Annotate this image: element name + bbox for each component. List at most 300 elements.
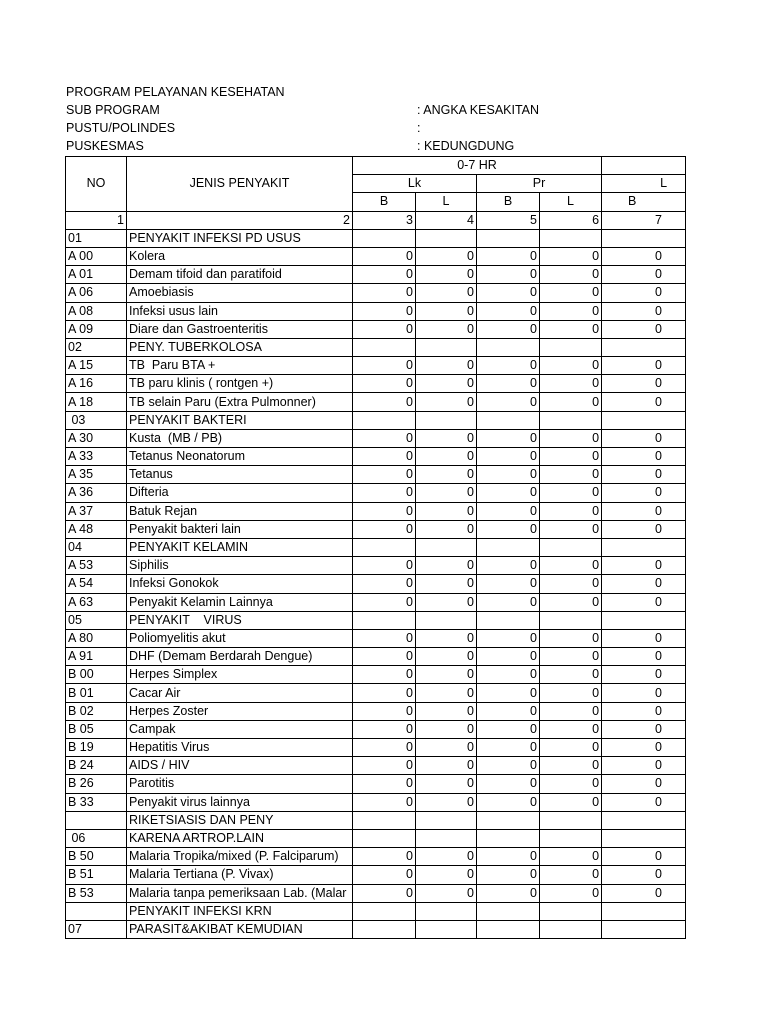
disease-code: B 19 [66,739,127,757]
disease-code: B 33 [66,793,127,811]
case-count-cell: 0 [540,448,602,466]
case-count-cell: 0 [353,393,416,411]
disease-name: AIDS / HIV [127,757,353,775]
case-count-cell [540,829,602,847]
sub-b-header: B [353,193,416,211]
case-count-cell: 0 [540,720,602,738]
case-count-cell [540,811,602,829]
col-no-header: NO [66,157,127,212]
disease-code: A 06 [66,284,127,302]
table-row [66,739,686,757]
case-count-cell: 0 [416,593,477,611]
case-count-cell: 0 [416,520,477,538]
case-count-cell: 0 [477,793,540,811]
disease-name: PARASIT&AKIBAT KEMUDIAN [127,920,353,938]
case-count-cell [416,611,477,629]
table-row [66,411,686,429]
disease-code: A 09 [66,320,127,338]
disease-code: A 35 [66,466,127,484]
disease-name: Penyakit bakteri lain [127,520,353,538]
disease-code: 02 [66,338,127,356]
case-count-cell: 0 [353,866,416,884]
case-count-cell: 0 [540,520,602,538]
case-count-cell: 0 [540,866,602,884]
disease-code [66,902,127,920]
case-count-cell [540,411,602,429]
pustu-label: PUSTU/POLINDES [66,121,176,135]
disease-name: Hepatitis Virus [127,739,353,757]
disease-code: A 37 [66,502,127,520]
age-group-next [602,157,686,175]
case-count-cell: 0 [540,320,602,338]
disease-name: PENYAKIT VIRUS [127,611,353,629]
disease-name: RIKETSIASIS DAN PENY [127,811,353,829]
disease-code: A 08 [66,302,127,320]
case-count-cell: 0 [602,375,686,393]
case-count-cell: 0 [416,629,477,647]
case-count-cell: 0 [602,302,686,320]
table-row [66,684,686,702]
sub-l-header: L [416,193,477,211]
disease-code [66,811,127,829]
disease-code: A 16 [66,375,127,393]
case-count-cell: 0 [477,648,540,666]
case-count-cell [540,920,602,938]
case-count-cell: 0 [540,702,602,720]
case-count-cell: 0 [602,629,686,647]
case-count-cell: 0 [540,393,602,411]
case-count-cell: 0 [416,266,477,284]
table-row [66,338,686,356]
case-count-cell [477,411,540,429]
case-count-cell: 0 [353,684,416,702]
case-count-cell: 0 [353,375,416,393]
case-count-cell: 0 [477,629,540,647]
case-count-cell: 0 [602,775,686,793]
case-count-cell [602,229,686,247]
case-count-cell: 0 [477,593,540,611]
case-count-cell: 0 [602,739,686,757]
case-count-cell: 0 [477,739,540,757]
case-count-cell [416,411,477,429]
table-row [66,829,686,847]
disease-code: B 01 [66,684,127,702]
program-title: PROGRAM PELAYANAN KESEHATAN [66,85,285,99]
case-count-cell: 0 [353,320,416,338]
table-row [66,702,686,720]
case-count-cell: 0 [540,557,602,575]
case-count-cell: 0 [477,302,540,320]
disease-name: Infeksi usus lain [127,302,353,320]
case-count-cell: 0 [602,720,686,738]
case-count-cell [540,538,602,556]
case-count-cell: 0 [477,702,540,720]
case-count-cell: 0 [602,793,686,811]
case-count-cell: 0 [353,702,416,720]
case-count-cell [416,229,477,247]
disease-code: A 53 [66,557,127,575]
case-count-cell: 0 [477,375,540,393]
disease-table-sheet [65,156,668,940]
case-count-cell: 0 [416,684,477,702]
puskesmas-label: PUSKESMAS [66,139,144,153]
case-count-cell: 0 [602,848,686,866]
case-count-cell [353,338,416,356]
disease-code: B 05 [66,720,127,738]
case-count-cell [540,338,602,356]
case-count-cell: 0 [477,284,540,302]
case-count-cell: 0 [540,757,602,775]
table-row [66,848,686,866]
disease-name: Infeksi Gonokok [127,575,353,593]
case-count-cell: 0 [416,429,477,447]
case-count-cell: 0 [477,484,540,502]
disease-name: Kusta (MB / PB) [127,429,353,447]
case-count-cell: 0 [477,357,540,375]
disease-name: TB paru klinis ( rontgen +) [127,375,353,393]
case-count-cell: 0 [540,793,602,811]
disease-name: Tetanus Neonatorum [127,448,353,466]
case-count-cell: 0 [353,629,416,647]
sub-l-header: L [540,193,602,211]
case-count-cell [416,829,477,847]
case-count-cell: 0 [540,266,602,284]
case-count-cell: 0 [353,247,416,265]
case-count-cell: 0 [602,702,686,720]
disease-name: TB selain Paru (Extra Pulmonner) [127,393,353,411]
case-count-cell: 0 [353,884,416,902]
case-count-cell [477,829,540,847]
case-count-cell: 0 [540,429,602,447]
disease-code: 03 [66,411,127,429]
case-count-cell: 0 [602,557,686,575]
case-count-cell: 0 [353,520,416,538]
case-count-cell: 0 [477,520,540,538]
case-count-cell: 0 [353,720,416,738]
case-count-cell [602,611,686,629]
disease-name: PENYAKIT KELAMIN [127,538,353,556]
case-count-cell: 0 [477,666,540,684]
disease-name: Siphilis [127,557,353,575]
case-count-cell [353,920,416,938]
disease-code: 06 [66,829,127,847]
case-count-cell: 0 [540,666,602,684]
disease-name: Amoebiasis [127,284,353,302]
table-row [66,575,686,593]
case-count-cell: 0 [416,502,477,520]
case-count-cell: 0 [477,429,540,447]
col-number: 1 [66,211,127,229]
table-row [66,557,686,575]
case-count-cell: 0 [416,466,477,484]
case-count-cell [416,538,477,556]
case-count-cell: 0 [602,866,686,884]
case-count-cell: 0 [416,648,477,666]
table-row [66,757,686,775]
disease-code: B 50 [66,848,127,866]
case-count-cell: 0 [416,284,477,302]
case-count-cell: 0 [602,284,686,302]
case-count-cell: 0 [416,375,477,393]
table-row [66,538,686,556]
case-count-cell: 0 [477,466,540,484]
case-count-cell [353,902,416,920]
table-row [66,429,686,447]
case-count-cell: 0 [416,739,477,757]
table-row [66,247,686,265]
case-count-cell: 0 [540,357,602,375]
disease-code: B 24 [66,757,127,775]
case-count-cell: 0 [477,684,540,702]
case-count-cell [416,920,477,938]
case-count-cell: 0 [353,757,416,775]
disease-name: Malaria tanpa pemeriksaan Lab. (Malar [127,884,353,902]
case-count-cell: 0 [540,466,602,484]
disease-code: B 51 [66,866,127,884]
sex-l-header: L [602,175,686,193]
disease-code: B 00 [66,666,127,684]
disease-name: Tetanus [127,466,353,484]
sub-b-header: B [602,193,686,211]
case-count-cell: 0 [477,720,540,738]
case-count-cell [416,811,477,829]
disease-name: PENYAKIT INFEKSI PD USUS [127,229,353,247]
case-count-cell: 0 [602,684,686,702]
disease-code: 07 [66,920,127,938]
case-count-cell: 0 [416,666,477,684]
table-row [66,302,686,320]
case-count-cell: 0 [602,357,686,375]
case-count-cell: 0 [540,775,602,793]
case-count-cell [602,811,686,829]
disease-code: A 01 [66,266,127,284]
case-count-cell [477,811,540,829]
case-count-cell: 0 [416,702,477,720]
disease-name: Batuk Rejan [127,502,353,520]
case-count-cell: 0 [353,775,416,793]
case-count-cell [602,920,686,938]
case-count-cell: 0 [416,320,477,338]
disease-name: Demam tifoid dan paratifoid [127,266,353,284]
disease-code: A 80 [66,629,127,647]
table-row [66,775,686,793]
disease-name: Malaria Tropika/mixed (P. Falciparum) [127,848,353,866]
disease-name: KARENA ARTROP.LAIN [127,829,353,847]
case-count-cell: 0 [353,666,416,684]
case-count-cell: 0 [353,484,416,502]
case-count-cell: 0 [416,448,477,466]
case-count-cell [416,338,477,356]
case-count-cell: 0 [353,593,416,611]
table-row [66,229,686,247]
case-count-cell: 0 [540,247,602,265]
case-count-cell: 0 [602,466,686,484]
case-count-cell: 0 [477,320,540,338]
table-row [66,357,686,375]
case-count-cell: 0 [602,757,686,775]
case-count-cell: 0 [477,448,540,466]
sub-program-label: SUB PROGRAM [66,103,160,117]
case-count-cell: 0 [540,575,602,593]
case-count-cell: 0 [416,775,477,793]
disease-code: A 48 [66,520,127,538]
case-count-cell: 0 [353,429,416,447]
case-count-cell: 0 [416,557,477,575]
disease-code: A 18 [66,393,127,411]
case-count-cell: 0 [416,884,477,902]
disease-name: Herpes Simplex [127,666,353,684]
case-count-cell: 0 [602,266,686,284]
table-row [66,284,686,302]
case-count-cell: 0 [602,393,686,411]
disease-name: Cacar Air [127,684,353,702]
table-row [66,611,686,629]
pustu-value: : [417,121,421,135]
table-row [66,466,686,484]
disease-name: TB Paru BTA + [127,357,353,375]
case-count-cell [540,902,602,920]
case-count-cell: 0 [602,502,686,520]
table-row [66,720,686,738]
disease-code: A 00 [66,247,127,265]
case-count-cell [602,411,686,429]
case-count-cell: 0 [416,848,477,866]
table-row [66,920,686,938]
case-count-cell [602,338,686,356]
case-count-cell [353,538,416,556]
case-count-cell: 0 [477,575,540,593]
case-count-cell: 0 [540,884,602,902]
sub-program-value: : ANGKA KESAKITAN [417,103,540,117]
disease-name: PENY. TUBERKOLOSA [127,338,353,356]
case-count-cell: 0 [477,775,540,793]
disease-name: PENYAKIT INFEKSI KRN [127,902,353,920]
case-count-cell [602,829,686,847]
case-count-cell: 0 [477,247,540,265]
disease-name: Herpes Zoster [127,702,353,720]
disease-code: B 53 [66,884,127,902]
table-row [66,520,686,538]
case-count-cell: 0 [416,357,477,375]
case-count-cell: 0 [353,848,416,866]
case-count-cell: 0 [477,884,540,902]
table-row [66,484,686,502]
case-count-cell: 0 [353,302,416,320]
case-count-cell: 0 [477,393,540,411]
case-count-cell: 0 [477,502,540,520]
table-row [66,902,686,920]
case-count-cell: 0 [416,302,477,320]
table-row [66,666,686,684]
col-number: 3 [353,211,416,229]
sub-b-header: B [477,193,540,211]
case-count-cell [477,338,540,356]
col-number: 5 [477,211,540,229]
case-count-cell: 0 [540,375,602,393]
case-count-cell: 0 [602,520,686,538]
disease-name: Poliomyelitis akut [127,629,353,647]
case-count-cell [477,902,540,920]
case-count-cell: 0 [540,302,602,320]
table-row [66,393,686,411]
case-count-cell: 0 [477,266,540,284]
case-count-cell: 0 [477,848,540,866]
table-row [66,884,686,902]
case-count-cell: 0 [602,429,686,447]
case-count-cell: 0 [540,629,602,647]
puskesmas-value: : KEDUNGDUNG [417,139,515,153]
disease-name: Parotitis [127,775,353,793]
disease-name: DHF (Demam Berdarah Dengue) [127,648,353,666]
disease-name: Kolera [127,247,353,265]
case-count-cell: 0 [416,720,477,738]
col-number: 4 [416,211,477,229]
disease-code: 05 [66,611,127,629]
case-count-cell: 0 [353,448,416,466]
col-jenis-header: JENIS PENYAKIT [127,157,353,212]
sex-pr-header: Pr [477,175,602,193]
disease-name: Penyakit virus lainnya [127,793,353,811]
case-count-cell [477,538,540,556]
case-count-cell [416,902,477,920]
case-count-cell [540,611,602,629]
case-count-cell: 0 [477,557,540,575]
disease-name: Difteria [127,484,353,502]
case-count-cell: 0 [540,593,602,611]
table-row [66,629,686,647]
case-count-cell: 0 [540,284,602,302]
case-count-cell: 0 [540,848,602,866]
case-count-cell: 0 [416,247,477,265]
disease-code: A 63 [66,593,127,611]
case-count-cell: 0 [602,448,686,466]
case-count-cell [353,411,416,429]
table-row [66,593,686,611]
header-row-age [66,157,686,175]
disease-table [65,156,686,939]
disease-code: A 36 [66,484,127,502]
case-count-cell: 0 [602,247,686,265]
disease-code: A 33 [66,448,127,466]
case-count-cell [353,811,416,829]
case-count-cell: 0 [477,757,540,775]
table-row [66,448,686,466]
case-count-cell: 0 [540,739,602,757]
disease-code: A 15 [66,357,127,375]
table-row [66,793,686,811]
sex-lk-header: Lk [353,175,477,193]
case-count-cell [353,611,416,629]
case-count-cell: 0 [540,484,602,502]
disease-name: PENYAKIT BAKTERI [127,411,353,429]
case-count-cell: 0 [353,575,416,593]
disease-name: Penyakit Kelamin Lainnya [127,593,353,611]
table-row [66,320,686,338]
table-row [66,502,686,520]
case-count-cell: 0 [602,666,686,684]
case-count-cell: 0 [477,866,540,884]
case-count-cell: 0 [416,575,477,593]
case-count-cell: 0 [353,284,416,302]
case-count-cell [477,229,540,247]
case-count-cell: 0 [353,357,416,375]
case-count-cell [602,538,686,556]
case-count-cell: 0 [602,575,686,593]
case-count-cell: 0 [416,866,477,884]
table-row [66,648,686,666]
disease-code: A 30 [66,429,127,447]
case-count-cell [477,920,540,938]
